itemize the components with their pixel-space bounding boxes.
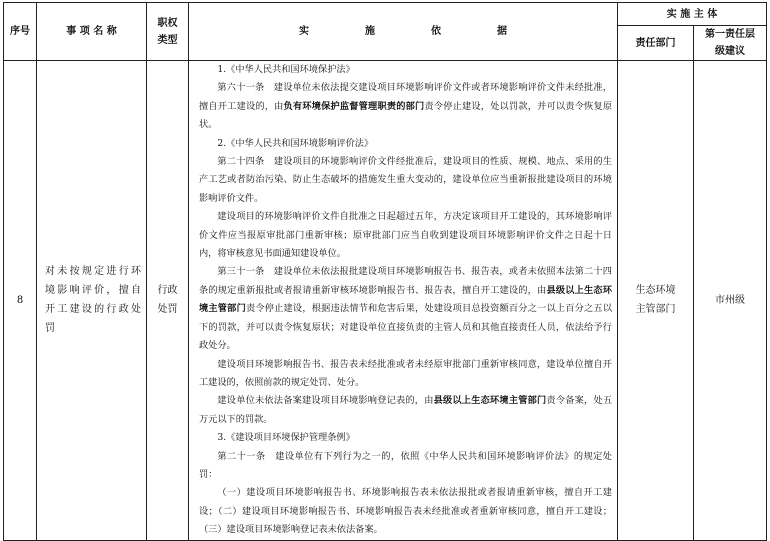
row-seq: 8 xyxy=(4,61,37,541)
basis-law-title-2: 2.《中华人民共和国环境影响评价法》 xyxy=(217,137,374,149)
row-dept: 生态环境主管部门 xyxy=(618,61,694,541)
basis-law-title-1: 1.《中华人民共和国环境保护法》 xyxy=(217,64,355,75)
basis-article-31-para2: 建设项目环境影响报告书、报告表未经批准或者未经原审批部门重新审核同意，建设单位擅自开工建设的，依照前款的规定处罚、处分。 xyxy=(199,358,612,388)
header-basis: 实 施 依 据 xyxy=(189,3,618,61)
header-dept: 责任部门 xyxy=(618,26,694,61)
row-level: 市州级 xyxy=(694,61,767,541)
header-item-name: 事 项 名 称 xyxy=(37,3,147,61)
header-category: 职权类型 xyxy=(147,3,189,61)
basis-article-31-para3: 建设单位未依法备案建设项目环境影响登记表的，由县级以上生态环境主管部门责令备案，处五万元以下的罚款。 xyxy=(199,395,613,425)
authority-table xyxy=(3,2,767,541)
basis-article-21: 第二十一条 建设单位有下列行为之一的，依照《中华人民共和国环境影响评价法》的规定处罚： xyxy=(199,450,612,480)
row-item-name: 对未按规定进行环境影响评价，擅自开工建设的行政处罚 xyxy=(37,61,147,541)
basis-article-24-para2: 建设项目的环境影响评价文件自批准之日起超过五年，方决定该项目开工建设的，其环境影响评价文件应当报原审批部门重新审核；原审批部门应当自收到建设项目环境影响评价文件之日起十日内，将审核意见书面通知建设单位。 xyxy=(199,211,612,260)
basis-article-61: 第六十一条 建设单位未依法提交建设项目环境影响评价文件或者环境影响评价文件未经批准，擅自开工建设的，由负有环境保护监督管理职责的部门责令停止建设，处以罚款，并可以责令恢复原状。 xyxy=(199,82,613,131)
header-level: 第一责任层级建议 xyxy=(694,26,767,61)
row-basis xyxy=(189,61,618,541)
basis-article-21-items: （一）建设项目环境影响报告书、环境影响报告表未依法报批或者报请重新审核，擅自开工建设；（二）建设项目环境影响报告书、环境影响报告表未经批准或者重新审核同意，擅自开工建设；（三）建设项目环境影响登记表未依法备案。 xyxy=(199,487,612,536)
row-category: 行政处罚 xyxy=(147,61,189,541)
basis-article-31: 第三十一条 建设单位未依法报批建设项目环境影响报告书、报告表，或者未依照本法第二十四条的规定重新报批或者报请重新审核环境影响报告书、报告表，擅自开工建设的，由县级以上生态环境主管部门责令停止建设，根据违法情节和危害后果，处建设项目总投资额百分之一以上百分之五以下的罚款，并可以责令恢复原状；对建设单位直接负责的主管人员和其他直接责任人员，依法给予行政处分。 xyxy=(199,266,613,352)
header-subject: 实 施 主 体 xyxy=(618,3,767,26)
basis-law-title-3: 3.《建设项目环境保护管理条例》 xyxy=(217,432,355,444)
header-seq: 序号 xyxy=(4,3,37,61)
basis-article-24: 第二十四条 建设项目的环境影响评价文件经批准后，建设项目的性质、规模、地点、采用的生产工艺或者防治污染、防止生态破坏的措施发生重大变动的，建设单位应当重新报批建设项目的环境影响评价文件。 xyxy=(199,156,612,204)
